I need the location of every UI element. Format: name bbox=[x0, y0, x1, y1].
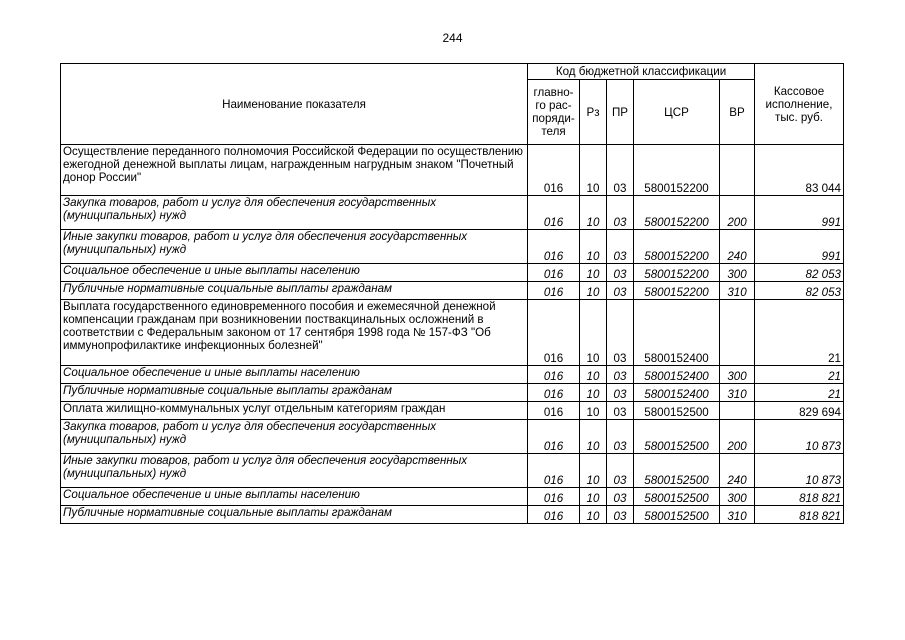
row-csr: 5800152200 bbox=[634, 196, 720, 230]
row-csr: 5800152400 bbox=[634, 366, 720, 384]
row-vr bbox=[720, 145, 755, 196]
row-value: 829 694 bbox=[755, 402, 844, 420]
row-name: Иные закупки товаров, работ и услуг для обеспечения государственных (муниципальных) нужд bbox=[61, 454, 528, 488]
row-glavn: 016 bbox=[528, 300, 580, 366]
page-number: 244 bbox=[442, 31, 463, 45]
header-csr: ЦСР bbox=[634, 80, 720, 145]
header-name: Наименование показателя bbox=[61, 64, 528, 145]
row-pr: 03 bbox=[607, 366, 634, 384]
header-cash: Кассовое исполнение, тыс. руб. bbox=[755, 64, 844, 145]
table-row bbox=[61, 196, 844, 230]
row-csr: 5800152200 bbox=[634, 264, 720, 282]
row-csr: 5800152500 bbox=[634, 506, 720, 524]
row-pr: 03 bbox=[607, 402, 634, 420]
row-vr: 300 bbox=[720, 366, 755, 384]
row-glavn: 016 bbox=[528, 384, 580, 402]
row-rz: 10 bbox=[580, 366, 607, 384]
row-pr: 03 bbox=[607, 420, 634, 454]
row-name: Оплата жилищно-коммунальных услуг отдельным категориям граждан bbox=[61, 402, 528, 420]
row-csr: 5800152500 bbox=[634, 402, 720, 420]
table-row bbox=[61, 366, 844, 384]
row-rz: 10 bbox=[580, 454, 607, 488]
row-csr: 5800152400 bbox=[634, 300, 720, 366]
row-pr: 03 bbox=[607, 230, 634, 264]
table-row bbox=[61, 506, 844, 524]
table-row bbox=[61, 420, 844, 454]
row-name: Публичные нормативные социальные выплаты гражданам bbox=[61, 506, 528, 524]
row-pr: 03 bbox=[607, 454, 634, 488]
table-row bbox=[61, 402, 844, 420]
row-name: Осуществление переданного полномочия Российской Федерации по осуществлению ежегодной денежной выплаты лицам, награжденным нагрудным знаком "Почетный донор России" bbox=[61, 145, 528, 196]
table-row bbox=[61, 230, 844, 264]
row-glavn: 016 bbox=[528, 282, 580, 300]
row-glavn: 016 bbox=[528, 454, 580, 488]
row-rz: 10 bbox=[580, 264, 607, 282]
row-value: 83 044 bbox=[755, 145, 844, 196]
row-csr: 5800152500 bbox=[634, 454, 720, 488]
row-pr: 03 bbox=[607, 196, 634, 230]
row-rz: 10 bbox=[580, 300, 607, 366]
row-csr: 5800152200 bbox=[634, 145, 720, 196]
row-value: 818 821 bbox=[755, 488, 844, 506]
row-csr: 5800152200 bbox=[634, 282, 720, 300]
row-csr: 5800152200 bbox=[634, 230, 720, 264]
row-glavn: 016 bbox=[528, 488, 580, 506]
row-name: Социальное обеспечение и иные выплаты населению bbox=[61, 488, 528, 506]
row-name: Закупка товаров, работ и услуг для обеспечения государственных (муниципальных) нужд bbox=[61, 420, 528, 454]
row-name: Иные закупки товаров, работ и услуг для обеспечения государственных (муниципальных) нужд bbox=[61, 230, 528, 264]
row-value: 818 821 bbox=[755, 506, 844, 524]
row-glavn: 016 bbox=[528, 196, 580, 230]
header-code-group: Код бюджетной классификации bbox=[528, 64, 755, 80]
row-glavn: 016 bbox=[528, 506, 580, 524]
table-row bbox=[61, 282, 844, 300]
row-vr: 310 bbox=[720, 506, 755, 524]
row-csr: 5800152500 bbox=[634, 420, 720, 454]
table-row bbox=[61, 300, 844, 366]
row-value: 991 bbox=[755, 230, 844, 264]
row-rz: 10 bbox=[580, 506, 607, 524]
row-rz: 10 bbox=[580, 420, 607, 454]
header-glavn: главно-го рас-поряди-теля bbox=[528, 80, 580, 145]
header-vr: ВР bbox=[720, 80, 755, 145]
table-row bbox=[61, 384, 844, 402]
header-rz: Рз bbox=[580, 80, 607, 145]
row-vr: 300 bbox=[720, 488, 755, 506]
row-glavn: 016 bbox=[528, 366, 580, 384]
row-name: Выплата государственного единовременного пособия и ежемесячной денежной компенсации гражданам при возникновении поствакцинальных осложнений в соответствии с Федеральным законом от 17 сентября 1998 года № 157-ФЗ "Об иммунопрофилактике инфекционных болезней" bbox=[61, 300, 528, 366]
row-vr: 240 bbox=[720, 230, 755, 264]
row-vr: 240 bbox=[720, 454, 755, 488]
row-glavn: 016 bbox=[528, 264, 580, 282]
row-value: 21 bbox=[755, 366, 844, 384]
row-value: 10 873 bbox=[755, 420, 844, 454]
row-name: Социальное обеспечение и иные выплаты населению bbox=[61, 264, 528, 282]
table-row bbox=[61, 264, 844, 282]
row-csr: 5800152400 bbox=[634, 384, 720, 402]
row-glavn: 016 bbox=[528, 230, 580, 264]
row-name: Публичные нормативные социальные выплаты гражданам bbox=[61, 384, 528, 402]
row-pr: 03 bbox=[607, 300, 634, 366]
row-vr: 310 bbox=[720, 384, 755, 402]
row-value: 82 053 bbox=[755, 264, 844, 282]
row-name: Закупка товаров, работ и услуг для обеспечения государственных (муниципальных) нужд bbox=[61, 196, 528, 230]
header-pr: ПР bbox=[607, 80, 634, 145]
row-value: 82 053 bbox=[755, 282, 844, 300]
row-rz: 10 bbox=[580, 145, 607, 196]
row-vr: 310 bbox=[720, 282, 755, 300]
row-rz: 10 bbox=[580, 196, 607, 230]
table-row bbox=[61, 454, 844, 488]
row-name: Социальное обеспечение и иные выплаты населению bbox=[61, 366, 528, 384]
row-vr: 300 bbox=[720, 264, 755, 282]
row-vr bbox=[720, 300, 755, 366]
row-vr bbox=[720, 402, 755, 420]
row-vr: 200 bbox=[720, 420, 755, 454]
row-pr: 03 bbox=[607, 264, 634, 282]
row-rz: 10 bbox=[580, 402, 607, 420]
row-csr: 5800152500 bbox=[634, 488, 720, 506]
row-glavn: 016 bbox=[528, 402, 580, 420]
row-rz: 10 bbox=[580, 384, 607, 402]
row-name: Публичные нормативные социальные выплаты гражданам bbox=[61, 282, 528, 300]
row-pr: 03 bbox=[607, 506, 634, 524]
row-glavn: 016 bbox=[528, 145, 580, 196]
row-value: 21 bbox=[755, 384, 844, 402]
table-row bbox=[61, 145, 844, 196]
row-value: 10 873 bbox=[755, 454, 844, 488]
row-glavn: 016 bbox=[528, 420, 580, 454]
row-rz: 10 bbox=[580, 282, 607, 300]
budget-table bbox=[60, 63, 844, 524]
row-pr: 03 bbox=[607, 384, 634, 402]
row-rz: 10 bbox=[580, 230, 607, 264]
table-row bbox=[61, 488, 844, 506]
table-body bbox=[61, 145, 844, 524]
row-pr: 03 bbox=[607, 145, 634, 196]
row-rz: 10 bbox=[580, 488, 607, 506]
row-pr: 03 bbox=[607, 282, 634, 300]
row-pr: 03 bbox=[607, 488, 634, 506]
row-value: 21 bbox=[755, 300, 844, 366]
row-vr: 200 bbox=[720, 196, 755, 230]
row-value: 991 bbox=[755, 196, 844, 230]
